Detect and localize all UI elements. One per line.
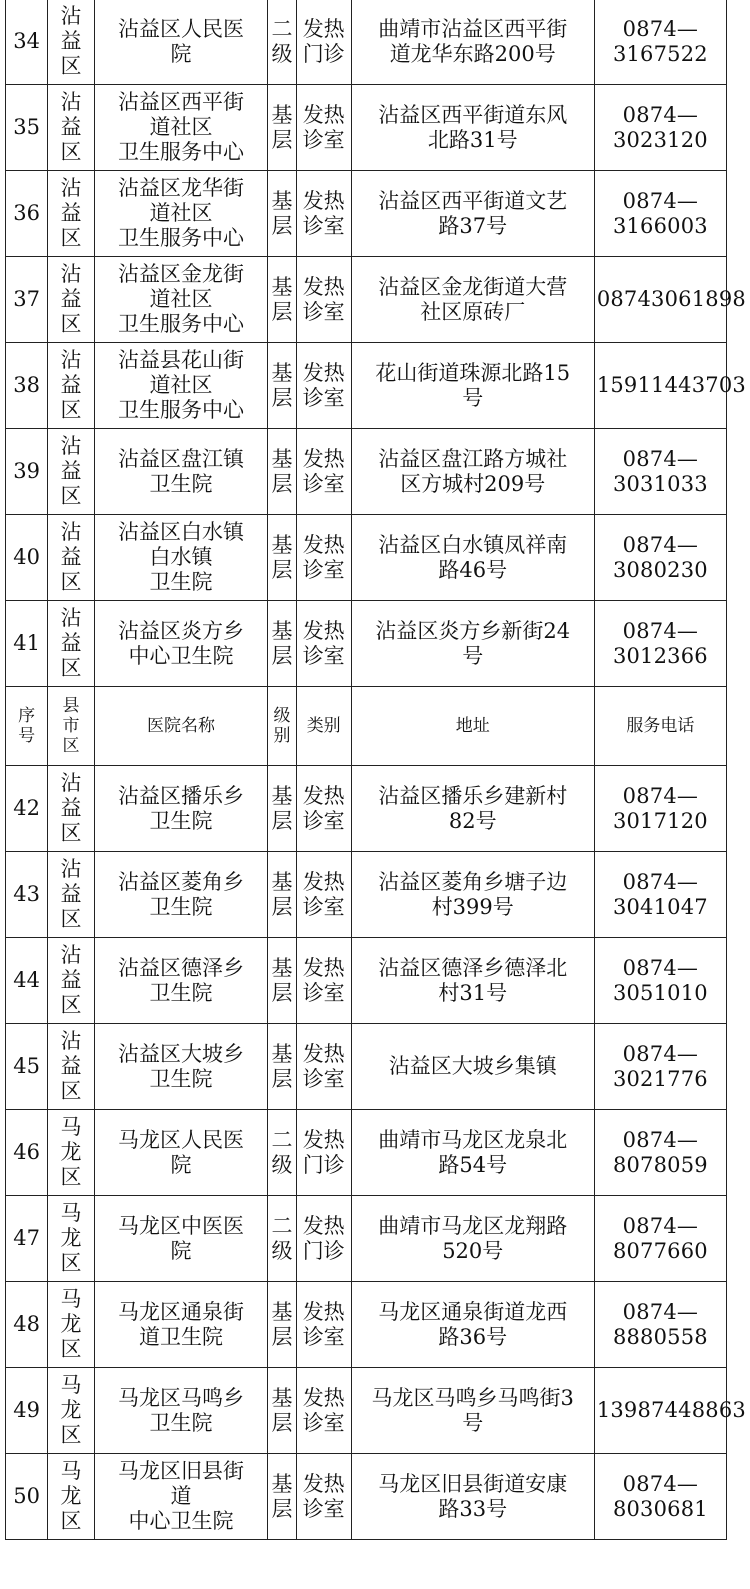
cell-phone: 0874— 3023120 <box>594 85 726 171</box>
hospital-table <box>5 0 746 1540</box>
cell-county: 沾 益 区 <box>48 85 95 171</box>
cell-category: 发热 诊室 <box>296 1282 351 1368</box>
table-row <box>6 601 727 687</box>
cell-hospital-name: 马龙区人民医 院 <box>94 1110 267 1196</box>
table-row <box>6 171 727 257</box>
cell-address: 曲靖市马龙区龙泉北 路54号 <box>351 1110 594 1196</box>
cell-hospital-name: 马龙区中医医 院 <box>94 1196 267 1282</box>
header-level: 级 别 <box>268 687 297 766</box>
cell-phone: 0874— 3017120 <box>594 766 726 852</box>
cell-address: 沾益区白水镇凤祥南 路46号 <box>351 515 594 601</box>
table-row <box>6 343 727 429</box>
table-row <box>6 257 727 343</box>
cell-level: 基 层 <box>268 1282 297 1368</box>
table-row <box>6 938 727 1024</box>
header-hospital-name: 医院名称 <box>94 687 267 766</box>
cell-county: 沾 益 区 <box>48 171 95 257</box>
cell-seq: 45 <box>6 1024 48 1110</box>
cell-level: 基 层 <box>268 938 297 1024</box>
cell-hospital-name: 沾益区大坡乡 卫生院 <box>94 1024 267 1110</box>
cell-county: 马 龙 区 <box>48 1110 95 1196</box>
cell-address: 沾益区盘江路方城社 区方城村209号 <box>351 429 594 515</box>
cell-address: 沾益区炎方乡新街24 号 <box>351 601 594 687</box>
cell-phone: 0874— 3166003 <box>594 171 726 257</box>
cell-category: 发热 诊室 <box>296 343 351 429</box>
cell-phone: 0874— 3012366 <box>594 601 726 687</box>
cell-level: 基 层 <box>268 1454 297 1540</box>
cell-phone: 08743061898 <box>594 257 726 343</box>
cell-hospital-name: 沾益区西平街 道社区 卫生服务中心 <box>94 85 267 171</box>
cell-category: 发热 诊室 <box>296 429 351 515</box>
cell-county: 马 龙 区 <box>48 1282 95 1368</box>
cell-category: 发热 诊室 <box>296 1454 351 1540</box>
cell-address: 曲靖市沾益区西平街 道龙华东路200号 <box>351 0 594 85</box>
table-body-top <box>6 0 746 687</box>
table-row <box>6 429 727 515</box>
cell-category: 发热 门诊 <box>296 1110 351 1196</box>
cell-hospital-name: 沾益区炎方乡 中心卫生院 <box>94 601 267 687</box>
cell-seq: 40 <box>6 515 48 601</box>
cell-seq: 34 <box>6 0 48 85</box>
cell-county: 沾 益 区 <box>48 0 95 85</box>
cell-category: 发热 诊室 <box>296 515 351 601</box>
cell-category: 发热 门诊 <box>296 1196 351 1282</box>
cell-hospital-name: 沾益县花山街 道社区 卫生服务中心 <box>94 343 267 429</box>
cell-county: 沾 益 区 <box>48 852 95 938</box>
cell-county: 沾 益 区 <box>48 257 95 343</box>
table-row <box>6 766 727 852</box>
cell-level: 二 级 <box>268 0 297 85</box>
cell-address: 马龙区通泉街道龙西 路36号 <box>351 1282 594 1368</box>
cell-county: 沾 益 区 <box>48 429 95 515</box>
cell-hospital-name: 沾益区人民医 院 <box>94 0 267 85</box>
table-row <box>6 515 727 601</box>
cell-hospital-name: 沾益区德泽乡 卫生院 <box>94 938 267 1024</box>
cell-county: 沾 益 区 <box>48 766 95 852</box>
header-phone: 服务电话 <box>594 687 726 766</box>
cell-hospital-name: 沾益区白水镇 白水镇 卫生院 <box>94 515 267 601</box>
cell-level: 二 级 <box>268 1110 297 1196</box>
cell-seq: 47 <box>6 1196 48 1282</box>
cell-address: 沾益区菱角乡塘子边 村399号 <box>351 852 594 938</box>
cell-seq: 49 <box>6 1368 48 1454</box>
cell-phone: 0874— 3031033 <box>594 429 726 515</box>
cell-phone: 0874— 3051010 <box>594 938 726 1024</box>
cell-level: 二 级 <box>268 1196 297 1282</box>
cell-category: 发热 诊室 <box>296 938 351 1024</box>
table-header <box>6 687 727 766</box>
cell-phone: 15911443703 <box>594 343 726 429</box>
header-category: 类别 <box>296 687 351 766</box>
header-row <box>6 687 727 766</box>
table-row <box>6 852 727 938</box>
cell-category: 发热 诊室 <box>296 852 351 938</box>
cell-level: 基 层 <box>268 766 297 852</box>
cell-level: 基 层 <box>268 515 297 601</box>
cell-hospital-name: 沾益区盘江镇 卫生院 <box>94 429 267 515</box>
cell-hospital-name: 马龙区马鸣乡 卫生院 <box>94 1368 267 1454</box>
cell-address: 马龙区旧县街道安康 路33号 <box>351 1454 594 1540</box>
cell-address: 沾益区金龙街道大营 社区原砖厂 <box>351 257 594 343</box>
cell-level: 基 层 <box>268 257 297 343</box>
cell-level: 基 层 <box>268 601 297 687</box>
cell-level: 基 层 <box>268 171 297 257</box>
cell-seq: 46 <box>6 1110 48 1196</box>
cell-hospital-name: 沾益区菱角乡 卫生院 <box>94 852 267 938</box>
cell-county: 沾 益 区 <box>48 343 95 429</box>
cell-level: 基 层 <box>268 85 297 171</box>
cell-county: 沾 益 区 <box>48 515 95 601</box>
cell-category: 发热 诊室 <box>296 85 351 171</box>
cell-county: 沾 益 区 <box>48 1024 95 1110</box>
cell-county: 马 龙 区 <box>48 1196 95 1282</box>
cell-phone: 0874— 3021776 <box>594 1024 726 1110</box>
table-row <box>6 1368 727 1454</box>
header-address: 地址 <box>351 687 594 766</box>
cell-hospital-name: 马龙区通泉街 道卫生院 <box>94 1282 267 1368</box>
cell-category: 发热 诊室 <box>296 1024 351 1110</box>
cell-seq: 42 <box>6 766 48 852</box>
cell-seq: 50 <box>6 1454 48 1540</box>
cell-phone: 0874— 8077660 <box>594 1196 726 1282</box>
cell-address: 花山街道珠源北路15 号 <box>351 343 594 429</box>
cell-category: 发热 诊室 <box>296 601 351 687</box>
cell-address: 沾益区西平街道文艺 路37号 <box>351 171 594 257</box>
cell-hospital-name: 沾益区播乐乡 卫生院 <box>94 766 267 852</box>
cell-address: 沾益区大坡乡集镇 <box>351 1024 594 1110</box>
cell-county: 马 龙 区 <box>48 1368 95 1454</box>
cell-phone: 0874— 3080230 <box>594 515 726 601</box>
table-body-bottom <box>6 766 746 1540</box>
header-county: 县 市 区 <box>48 687 95 766</box>
cell-hospital-name: 沾益区金龙街 道社区 卫生服务中心 <box>94 257 267 343</box>
cell-seq: 44 <box>6 938 48 1024</box>
cell-address: 曲靖市马龙区龙翔路 520号 <box>351 1196 594 1282</box>
cell-hospital-name: 马龙区旧县街 道 中心卫生院 <box>94 1454 267 1540</box>
cell-phone: 0874— 8030681 <box>594 1454 726 1540</box>
cell-seq: 37 <box>6 257 48 343</box>
cell-seq: 35 <box>6 85 48 171</box>
cell-address: 沾益区西平街道东风 北路31号 <box>351 85 594 171</box>
cell-county: 沾 益 区 <box>48 938 95 1024</box>
table-row <box>6 1454 727 1540</box>
cell-address: 沾益区德泽乡德泽北 村31号 <box>351 938 594 1024</box>
cell-address: 马龙区马鸣乡马鸣街3 号 <box>351 1368 594 1454</box>
header-seq: 序 号 <box>6 687 48 766</box>
cell-level: 基 层 <box>268 429 297 515</box>
table-row <box>6 85 727 171</box>
cell-category: 发热 诊室 <box>296 257 351 343</box>
cell-category: 发热 诊室 <box>296 1368 351 1454</box>
table-row <box>6 1024 727 1110</box>
cell-seq: 43 <box>6 852 48 938</box>
table-row <box>6 1196 727 1282</box>
cell-address: 沾益区播乐乡建新村 82号 <box>351 766 594 852</box>
cell-seq: 36 <box>6 171 48 257</box>
cell-county: 沾 益 区 <box>48 601 95 687</box>
cell-phone: 0874— 3041047 <box>594 852 726 938</box>
cell-seq: 41 <box>6 601 48 687</box>
cell-seq: 48 <box>6 1282 48 1368</box>
cell-category: 发热 诊室 <box>296 766 351 852</box>
cell-phone: 0874— 8880558 <box>594 1282 726 1368</box>
table-row <box>6 1282 727 1368</box>
cell-category: 发热 诊室 <box>296 171 351 257</box>
cell-level: 基 层 <box>268 1368 297 1454</box>
cell-phone: 0874— 3167522 <box>594 0 726 85</box>
cell-seq: 38 <box>6 343 48 429</box>
cell-level: 基 层 <box>268 1024 297 1110</box>
cell-seq: 39 <box>6 429 48 515</box>
cell-level: 基 层 <box>268 343 297 429</box>
table-row <box>6 1110 727 1196</box>
cell-hospital-name: 沾益区龙华街 道社区 卫生服务中心 <box>94 171 267 257</box>
cell-category: 发热 门诊 <box>296 0 351 85</box>
table-row <box>6 0 727 85</box>
cell-phone: 13987448863 <box>594 1368 726 1454</box>
cell-phone: 0874— 8078059 <box>594 1110 726 1196</box>
cell-county: 马 龙 区 <box>48 1454 95 1540</box>
cell-level: 基 层 <box>268 852 297 938</box>
